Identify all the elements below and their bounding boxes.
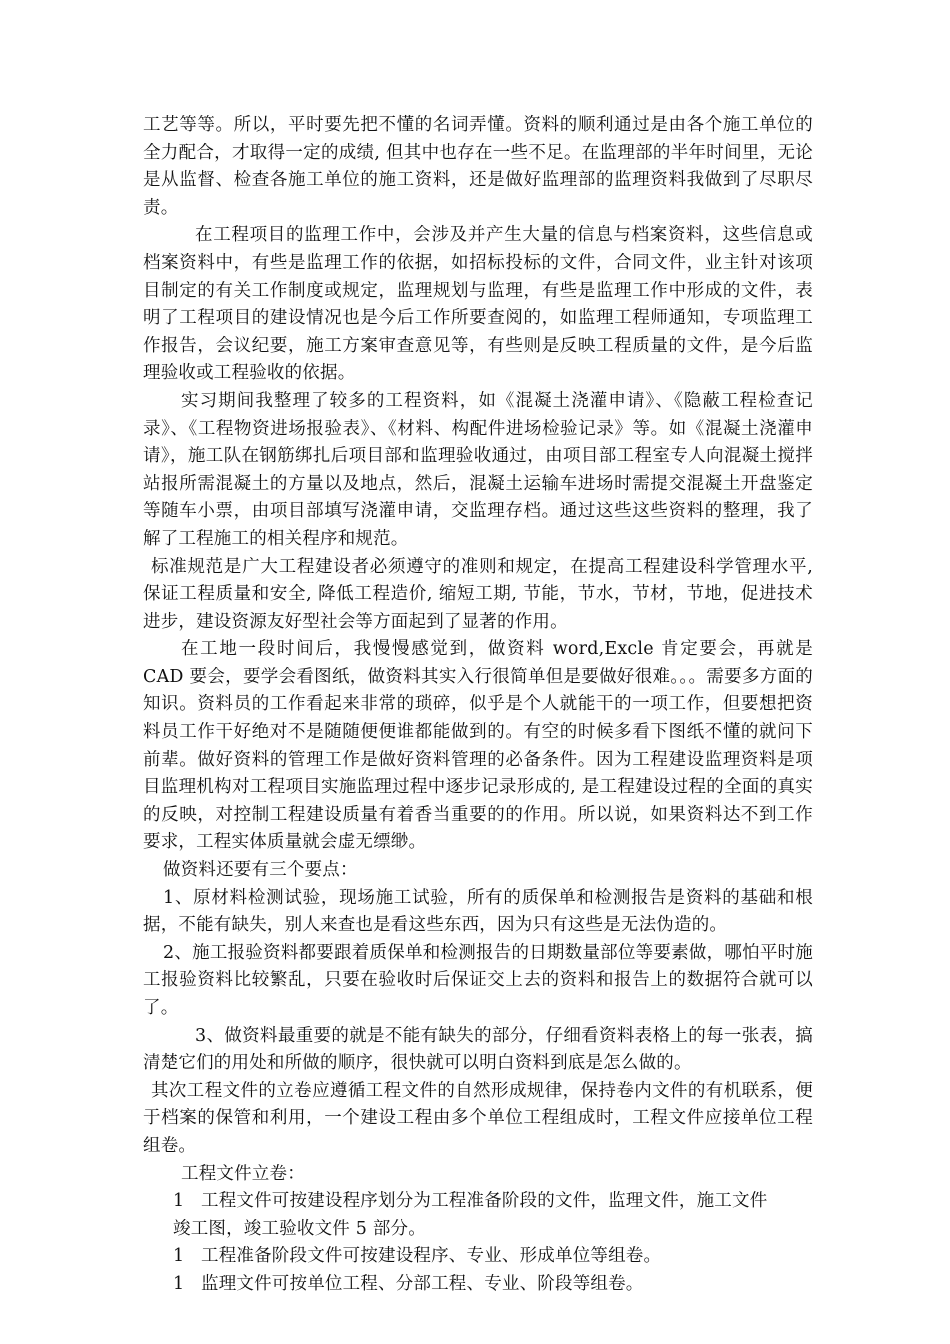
list-item-text: 工程准备阶段文件可按建设程序、专业、形成单位等组卷。: [201, 1246, 662, 1267]
paragraph-6: 做资料还要有三个要点：: [163, 860, 358, 881]
paragraph-11: 工程文件立卷：: [181, 1163, 305, 1184]
document-page: [143, 112, 813, 1299]
paragraph-5: 在工地一段时间后，我慢慢感觉到，做资料 word,Excle 肯定要会，再就是 CAD 要会，要学会看图纸，做资料其实入行很简单但是要做好很难。。。需要多方面的知识。资料员的工作看起来非常的琐碎，似乎是个人就能干的一项工作，但要想把资料员工作干好绝对不是随随便便谁都能做到的。有空的时候多看下图纸不懂的就问下前辈。做好资料的管理工作是做好资料管理的必备条件。因为工程建设监理资料是项目监理机构对工程项目实施监理过程中逐步记录形成的, 是工程建设过程的全面的真实的反映，对控制工程建设质量有着香当重要的的作用。所以说，如果资料达不到工作要求，工程实体质量就会虚无缥缈。: [143, 639, 813, 853]
paragraph-2: 在工程项目的监理工作中，会涉及并产生大量的信息与档案资料，这些信息或档案资料中，有些是监理工作的依据，如招标投标的文件，合同文件，业主针对该项目制定的有关工作制度或规定，监理规划与监理，有些是监理工作中形成的文件，表明了工程项目的建设情况也是今后工作所要查阅的，如监理工程师通知，专项监理工作报告，会议纪要，施工方案审查意见等，有些则是反映工程质量的文件，是今后监理验收或工程验收的依据。: [143, 225, 813, 384]
paragraph-4: 标准规范是广大工程建设者必须遵守的准则和规定，在提高工程建设科学管理水平, 保证工程质量和安全, 降低工程造价, 缩短工期, 节能，节水，节材，节地，促进技术进步，建设资源友好型社会等方面起到了显著的作用。: [143, 556, 813, 632]
paragraph-10: 其次工程文件的立卷应遵循工程文件的自然形成规律，保持卷内文件的有机联系，便于档案的保管和利用，一个建设工程由多个单位工程组成时，工程文件应接单位工程组卷。: [143, 1080, 813, 1156]
list-item-text: 监理文件可按单位工程、分部工程、专业、阶段等组卷。: [201, 1273, 644, 1294]
list-item-number: 1: [173, 1246, 185, 1267]
list-item-3: [143, 1271, 813, 1299]
list-item-number: 1: [173, 1191, 185, 1212]
list-item-1: [143, 1188, 813, 1243]
paragraph-3: 实习期间我整理了较多的工程资料，如《混凝土浇灌申请》、《隐蔽工程检查记录》、《工程物资进场报验表》、《材料、构配件进场检验记录》等。如《混凝土浇灌申请》，施工队在钢筋绑扎后项目部和监理验收通过，由项目部工程室专人向混凝土搅拌站报所需混凝土的方量以及地点，然后，混凝土运输车进场时需提交混凝土开盘鉴定等随车小票，由项目部填写浇灌申请，交监理存档。通过这些这些资料的整理，我了解了工程施工的相关程序和规范。: [143, 390, 813, 549]
paragraph-1: 工艺等等。所以，平时要先把不懂的名词弄懂。资料的顺利通过是由各个施工单位的全力配合，才取得一定的成绩, 但其中也存在一些不足。在监理部的半年时间里，无论是从监督、检查各施工单位的施工资料，还是做好监理部的监理资料我做到了尽职尽责。: [143, 115, 813, 218]
paragraph-7: 1、原材料检测试验，现场施工试验，所有的质保单和检测报告是资料的基础和根据，不能有缺失，别人来查也是看这些东西，因为只有这些是无法伪造的。: [143, 887, 813, 936]
list-item-text: 工程文件可按建设程序划分为工程准备阶段的文件，监理文件，施工文件: [201, 1191, 768, 1212]
paragraph-8: 2、施工报验资料都要跟着质保单和检测报告的日期数量部位等要素做，哪怕平时施工报验资料比较繁乱，只要在验收时后保证交上去的资料和报告上的数据符合就可以了。: [143, 942, 813, 1018]
list-item-continuation: 竣工图，竣工验收文件 5 部分。: [173, 1218, 426, 1239]
list-item-2: [143, 1243, 813, 1271]
list-item-number: 1: [173, 1273, 185, 1294]
paragraph-9: 3、做资料最重要的就是不能有缺失的部分，仔细看资料表格上的每一张表，搞清楚它们的用处和所做的顺序，很快就可以明白资料到底是怎么做的。: [143, 1025, 813, 1074]
